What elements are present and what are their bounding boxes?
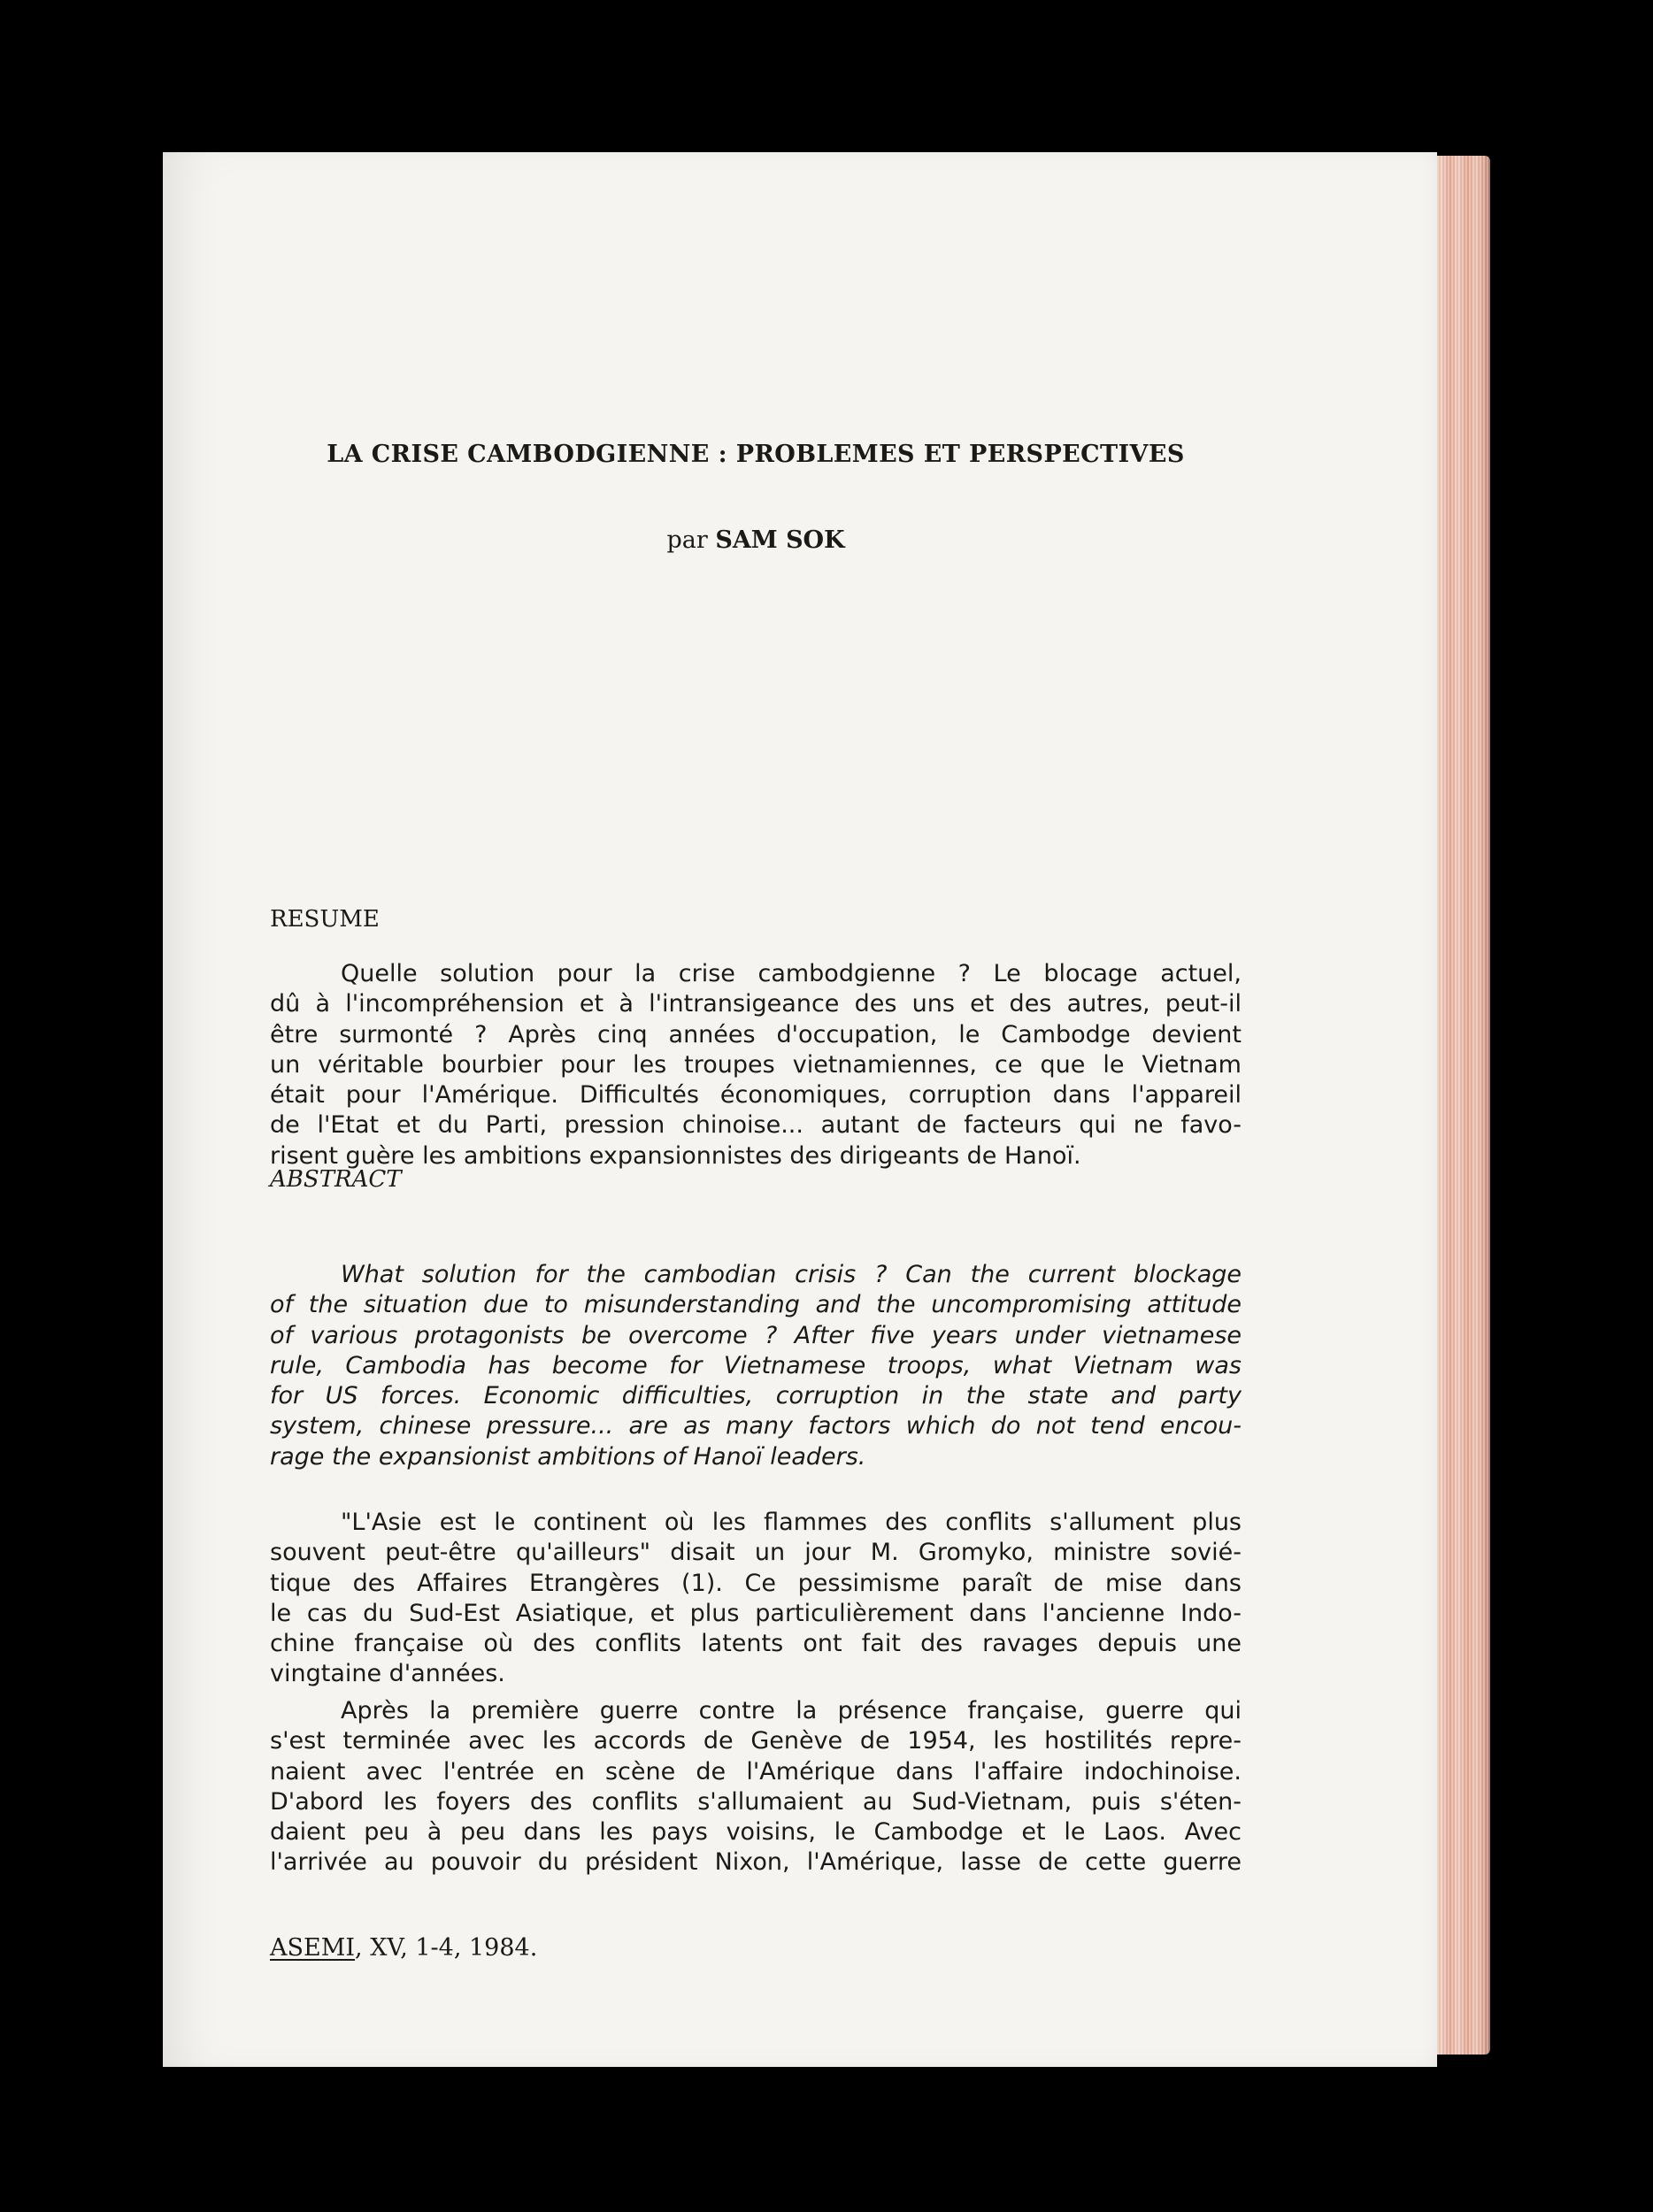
abstract-line: rage the expansionist ambitions of Hanoï leaders. <box>270 1442 866 1471</box>
journal-citation <box>270 1934 537 1962</box>
body-paragraph-1 <box>270 1508 1242 1690</box>
author-name: SAM SOK <box>715 526 845 554</box>
resume-heading: RESUME <box>270 906 380 933</box>
body-line: tique des Affaires Etrangères (1). Ce pessimisme paraît de mise dans <box>270 1569 1242 1597</box>
book-page <box>163 152 1437 2067</box>
body-line: souvent peut-être qu'ailleurs" disait un jour M. Gromyko, ministre sovié- <box>270 1539 1242 1567</box>
body-line: s'est terminée avec les accords de Genève de 1954, les hostilités repre- <box>270 1727 1242 1755</box>
resume-line: était pour l'Amérique. Difficultés économiques, corruption dans l'appareil <box>270 1081 1242 1110</box>
article-title: LA CRISE CAMBODGIENNE : PROBLEMES ET PERSPECTIVES <box>327 441 1185 468</box>
byline <box>270 526 1242 554</box>
abstract-line: for US forces. Economic difficulties, corruption in the state and party <box>270 1382 1242 1410</box>
body-line: vingtaine d'années. <box>270 1660 505 1688</box>
body-line: daient peu à peu dans les pays voisins, le Cambodge et le Laos. Avec <box>270 1818 1242 1847</box>
journal-volume: , XV, 1-4, 1984. <box>355 1934 538 1962</box>
journal-name: ASEMI <box>270 1934 356 1962</box>
body-line: D'abord les foyers des conflits s'allumaient au Sud-Vietnam, puis s'éten- <box>270 1787 1242 1816</box>
body-line: le cas du Sud-Est Asiatique, et plus particulièrement dans l'ancienne Indo- <box>270 1599 1242 1627</box>
resume-line: être surmonté ? Après cinq années d'occupation, le Cambodge devient <box>270 1020 1242 1048</box>
body-paragraph-2 <box>270 1696 1242 1878</box>
resume-line: de l'Etat et du Parti, pression chinoise... autant de facteurs qui ne favo- <box>270 1111 1242 1140</box>
resume-line: un véritable bourbier pour les troupes vietnamiennes, ce que le Vietnam <box>270 1050 1242 1079</box>
abstract-paragraph <box>270 1260 1242 1472</box>
abstract-line: of various protagonists be overcome ? After five years under vietnamese <box>270 1321 1242 1349</box>
body-line: l'arrivée au pouvoir du président Nixon, l'Amérique, lasse de cette guerre <box>270 1848 1242 1877</box>
body-line: naient avec l'entrée en scène de l'Amérique dans l'affaire indochinoise. <box>270 1757 1242 1786</box>
abstract-line: rule, Cambodia has become for Vietnamese troops, what Vietnam was <box>270 1351 1242 1379</box>
resume-line: dû à l'incompréhension et à l'intransigeance des uns et des autres, peut-il <box>270 990 1242 1018</box>
abstract-heading: ABSTRACT <box>270 1166 402 1193</box>
abstract-line: of the situation due to misunderstanding and the uncompromising attitude <box>270 1291 1242 1319</box>
resume-paragraph <box>270 959 1242 1171</box>
body-line: "L'Asie est le continent où les flammes des conflits s'allument plus <box>341 1509 1242 1536</box>
abstract-line: system, chinese pressure... are as many factors which do not tend encou- <box>270 1412 1242 1440</box>
resume-line: Quelle solution pour la crise cambodgienne ? Le blocage actuel, <box>341 960 1242 987</box>
abstract-line: What solution for the cambodian crisis ? Can the current blockage <box>341 1261 1242 1288</box>
body-line: Après la première guerre contre la présence française, guerre qui <box>341 1697 1242 1724</box>
body-line: chine française où des conflits latents ont fait des ravages depuis une <box>270 1630 1242 1658</box>
byline-prefix: par <box>666 526 708 554</box>
resume-line: risent guère les ambitions expansionnistes des dirigeants de Hanoï. <box>270 1141 1081 1170</box>
